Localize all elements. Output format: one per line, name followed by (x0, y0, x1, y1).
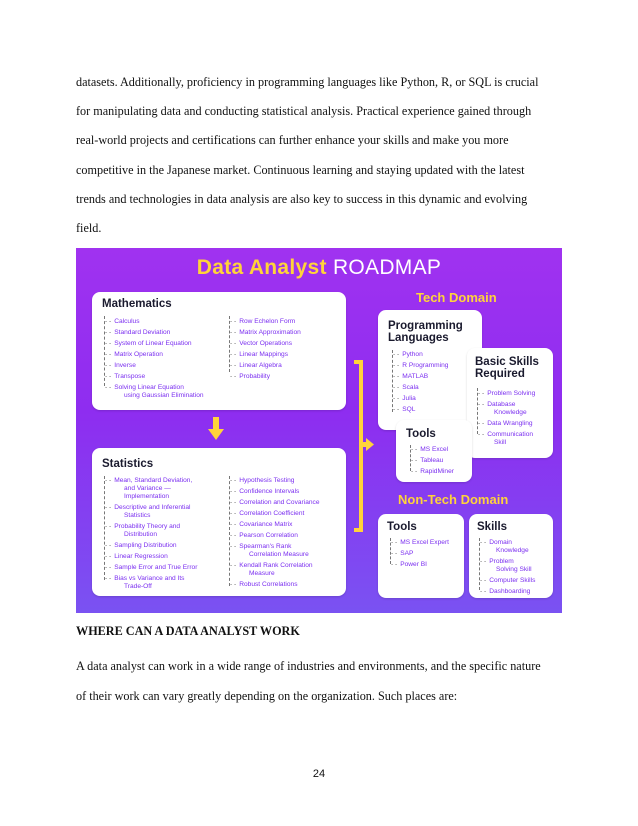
skill-item-continued: Solving Skill (496, 566, 532, 573)
paragraph-line: of their work can vary greatly depending on the organization. Such places are: (76, 689, 458, 703)
skill-item-continued: Skill (494, 439, 507, 446)
roadmap-title (76, 256, 562, 280)
skill-item: - - Communication (478, 431, 534, 438)
roadmap-title-highlight: Data Analyst (196, 256, 327, 279)
non-tech-domain-label: Non-Tech Domain (398, 492, 509, 507)
stats-item-continued: and Variance — (124, 485, 171, 492)
math-item: - - Matrix Operation (105, 351, 163, 358)
down-arrow-icon (208, 417, 224, 441)
tool-item: - - MS Excel (411, 446, 449, 453)
skill-item-continued: Knowledge (494, 409, 527, 416)
non-tech-tools-card (378, 514, 464, 598)
skill-item: - - Problem Solving (478, 390, 536, 397)
stats-item: - - Correlation and Covariance (230, 499, 320, 506)
programming-title-line1: Programming (388, 320, 463, 332)
math-item: - - Matrix Approximation (230, 329, 301, 336)
skill-item: - - Database (478, 401, 516, 408)
tool-item: - - SAP (391, 550, 414, 557)
math-item: - - System of Linear Equation (105, 340, 192, 347)
math-item: - - Linear Algebra (230, 362, 282, 369)
stats-item: - - Spearman's Rank (230, 543, 292, 550)
math-item: - - Solving Linear Equation (105, 384, 184, 391)
paragraph-line: real-world projects and certifications can further enhance your skills and make you more (76, 133, 509, 147)
stats-item: - - Descriptive and Inferential (105, 504, 191, 511)
tech-tools-card (396, 420, 472, 482)
skill-item: - - Data Wrangling (478, 420, 533, 427)
stats-item: - - Robust Correlations (230, 581, 298, 588)
stats-item-continued: Trade-Off (124, 583, 152, 590)
non-tech-skills-card (469, 514, 553, 598)
stats-item: - - Correlation Coefficient (230, 510, 305, 517)
skill-item: - - Problem (480, 558, 514, 565)
stats-item: - - Bias vs Variance and Its (105, 575, 185, 582)
stats-item: - - Sample Error and True Error (105, 564, 198, 571)
section-heading: WHERE CAN A DATA ANALYST WORK (76, 624, 300, 638)
mathematics-title: Mathematics (102, 298, 172, 310)
page-number: 24 (312, 768, 326, 780)
math-item: - - Linear Mappings (230, 351, 288, 358)
language-item: - - MATLAB (393, 373, 429, 380)
math-item-continued: using Gaussian Elimination (124, 392, 204, 399)
stats-item: - - Confidence Intervals (230, 488, 300, 495)
stats-item: - - Pearson Correlation (230, 532, 298, 539)
paragraph-line: field. (76, 221, 102, 235)
paragraph-line: datasets. Additionally, proficiency in programming languages like Python, R, or SQL is crucial (76, 75, 539, 89)
skill-item: - - Domain (480, 539, 512, 546)
math-item: - - Probability (230, 373, 271, 380)
language-item: - - Julia (393, 395, 416, 402)
language-item: - - R Programming (393, 362, 449, 369)
non-tech-skills-title: Skills (477, 521, 508, 533)
stats-item-continued: Distribution (124, 531, 157, 538)
math-item: - - Inverse (105, 362, 136, 369)
stats-item: - - Linear Regression (105, 553, 168, 560)
non-tech-tools-title: Tools (387, 521, 417, 533)
language-item: - - Python (393, 351, 423, 358)
mathematics-card (92, 292, 346, 410)
basic-skills-card (467, 348, 553, 458)
math-item: - - Transpose (105, 373, 146, 380)
stats-item: - - Sampling Distribution (105, 542, 177, 549)
tech-domain-label: Tech Domain (416, 290, 497, 305)
tech-tools-title: Tools (406, 428, 436, 440)
paragraph-line: competitive in the Japanese market. Continuous learning and staying updated with the latest (76, 163, 525, 177)
paragraph-line: for manipulating data and conducting statistical analysis. Practical experience gained through (76, 104, 532, 118)
stats-item-continued: Correlation Measure (249, 551, 309, 558)
math-item: - - Standard Deviation (105, 329, 171, 336)
math-item: - - Row Echelon Form (230, 318, 296, 325)
roadmap-title-rest: ROADMAP (332, 256, 442, 279)
stats-item: - - Mean, Standard Deviation, (105, 477, 193, 484)
language-item: - - SQL (393, 406, 416, 413)
data-analyst-roadmap-image (76, 248, 562, 613)
skill-item: - - Computer Skills (480, 577, 536, 584)
programming-list-line (392, 350, 393, 412)
tool-item: - - MS Excel Expert (391, 539, 449, 546)
stats-item-continued: Statistics (124, 512, 151, 519)
language-item: - - Scala (393, 384, 419, 391)
skill-item: - - Dashboarding (480, 588, 531, 595)
skill-item-continued: Knowledge (496, 547, 529, 554)
stats-item: - - Covariance Matrix (230, 521, 293, 528)
stats-item-continued: Measure (249, 570, 275, 577)
stats-item: - - Hypothesis Testing (230, 477, 295, 484)
programming-title-line2: Languages (388, 332, 449, 344)
basic-skills-title-line1: Basic Skills (475, 356, 539, 368)
stats-item: - - Probability Theory and (105, 523, 181, 530)
stats-item-continued: Implementation (124, 493, 170, 500)
tool-item: - - Tableau (411, 457, 444, 464)
statistics-title: Statistics (102, 458, 154, 470)
tool-item: - - Power BI (391, 561, 427, 568)
bracket-right-arrow-icon (352, 360, 374, 532)
stats-item: - - Kendall Rank Correlation (230, 562, 313, 569)
tool-item: - - RapidMiner (411, 468, 454, 475)
math-item: - - Calculus (105, 318, 140, 325)
paragraph-line: A data analyst can work in a wide range of industries and environments, and the specific nature (76, 659, 541, 673)
paragraph-line: trends and technologies in data analysis are also key to success in this dynamic and evolving (76, 192, 528, 206)
math-item: - - Vector Operations (230, 340, 293, 347)
statistics-card (92, 448, 346, 596)
basic-skills-title-line2: Required (475, 368, 525, 380)
